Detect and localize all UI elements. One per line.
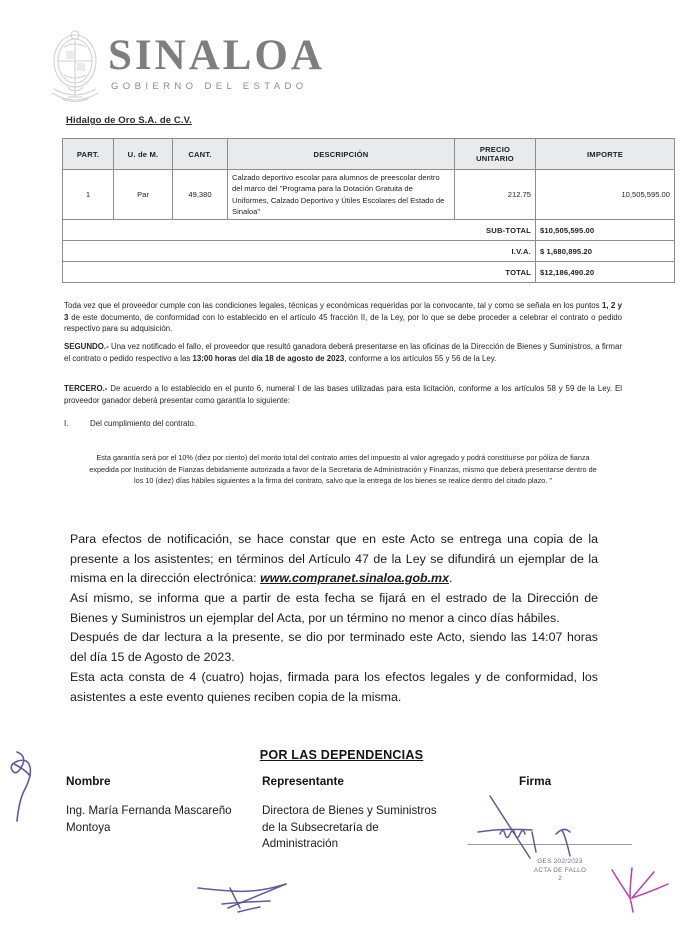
cell-precio-unitario: 212.75: [455, 170, 536, 220]
signature-column-header-firma: Firma: [519, 774, 552, 788]
paragraph-acta-hojas: Esta acta consta de 4 (cuatro) hojas, firmada para los efectos legales y de conformidad, los asistentes a este evento quienes reciben copia de la misma.: [70, 670, 598, 704]
paragraph-asimismo: Así mismo, se informa que a partir de esta fecha se fijará en el estrado de la Dirección de Bienes y Suministros un ejemplar del Acta, por un término no menor a cinco días hábiles.: [70, 591, 598, 625]
precio-line-1: PRECIO: [479, 145, 511, 154]
signature-rule-line: [468, 844, 632, 845]
roman-text: Del cumplimiento del contrato.: [90, 419, 197, 428]
column-header-cantidad: CANT.: [173, 139, 228, 170]
document-header: [0, 0, 683, 108]
paragraph-garantia: Esta garantía será por el 10% (diez por ciento) del monto total del contrato antes del impuesto al valor agregado y podrá constituirse por póliza de fianza expedida por Institución de Fianzas debidamente autorizada a favor de la Secretaria de Administración y Finanzas, mismo que deberá presentarse dentro de los 10 (diez) días hábiles siguientes a la firma del contrato, salvo que la entrega de los bienes se realice dentro del citado plazo. ": [89, 453, 597, 486]
paragraph-tercero: [64, 383, 622, 406]
column-header-importe: IMPORTE: [536, 139, 675, 170]
signature-column-header-representante: Representante: [262, 774, 344, 788]
column-header-unidad: U. de M.: [114, 139, 173, 170]
segundo-part1: Una vez notificado el fallo, el proveedor que resultó ganadora deberá presentarse en las oficinas de la Dirección de Bienes y Suministros, a firmar el contrato o pedido respectivo a las: [64, 342, 622, 363]
segundo-part2: del: [236, 353, 252, 363]
stamp-page-number: 2: [558, 875, 562, 883]
toda-vez-bold: 1, 2 y 3: [64, 301, 622, 322]
list-item-cumplimiento: [64, 418, 622, 430]
paragraph-despues: Después de dar lectura a la presente, se dio por terminado este Acto, siendo las 14:07 horas del día 15 de Agosto de 2023.: [70, 630, 598, 664]
table-row-iva: [63, 241, 675, 262]
signatory-role-line-2: de la Subsecretaría de: [262, 820, 379, 834]
value-total: $12,186,490.20: [536, 262, 675, 283]
column-header-descripcion: DESCRIPCIÓN: [228, 139, 455, 170]
label-iva: I.V.A.: [63, 241, 536, 262]
toda-vez-part2: de este documento, de conformidad con lo establecido en el artículo 45 fracción II, de la Ley, por lo que se debe proceder a celebrar el contrato o pedido respectivo para su adquisición.: [64, 312, 622, 334]
label-subtotal: SUB-TOTAL: [63, 220, 536, 241]
sinaloa-wordmark: [108, 33, 325, 92]
signatory-role-line-1: Directora de Bienes y Suministros: [262, 804, 437, 817]
supplier-name: Hidalgo de Oro S.A. de C.V.: [66, 115, 192, 126]
stamp-title: ACTA DE FALLO: [533, 866, 587, 874]
document-stamp: [512, 858, 608, 884]
column-header-part: PART.: [63, 139, 114, 170]
segundo-bold-fecha: día 18 de agosto de 2023: [251, 353, 345, 363]
segundo-part3: , conforme a los artículos 55 y 56 de la Ley.: [344, 353, 497, 363]
precio-line-2: UNITARIO: [476, 154, 514, 163]
tercero-text: De acuerdo a lo establecido en el punto 6, numeral I de las bases utilizadas para esta licitación, conforme a los artículos 58 y 59 de la Ley. El proveedor ganador deberá presentar como garantía lo siguiente:: [64, 384, 622, 405]
table-row-total: [63, 262, 675, 283]
signatory-role: [262, 803, 467, 853]
value-iva: $ 1,680,895.20: [536, 241, 675, 262]
segundo-bold-hora: 13:00 horas: [192, 353, 237, 363]
column-header-precio-unitario: [455, 139, 536, 170]
compranet-url[interactable]: www.compranet.sinaloa.gob.mx: [260, 571, 449, 586]
cell-importe: 10,505,595.00: [536, 170, 675, 220]
table-row-subtotal: [63, 220, 675, 241]
cell-descripcion: Calzado deportivo escolar para alumnos de preescolar dentro del marco del "Programa para la Dotación Gratuita de Uniformes, Calzado Deportivo y Útiles Escolares del Estado de Sinaloa": [228, 170, 455, 220]
signatures-section-title: [0, 748, 683, 762]
signatory-role-line-3: Administración: [262, 837, 339, 850]
items-table: [62, 138, 675, 283]
notificacion-part1: Para efectos de notificación, se hace constar que en este Acto se entrega una copia de la presente a los asistentes; en términos del Artículo 47 de la Ley se difundirá un ejemplar de la misma en la dirección electrónica:: [70, 532, 598, 586]
paragraph-toda-vez: [64, 300, 622, 335]
items-table-wrapper: [62, 138, 670, 283]
paragraph-notificacion: [70, 530, 598, 589]
toda-vez-part1: Toda vez que el proveedor cumple con las condiciones legales, técnicas y económicas requeridas por la convocante, tal y como se señala en los puntos: [64, 301, 602, 310]
cell-unidad: Par: [114, 170, 173, 220]
label-total: TOTAL: [63, 262, 536, 283]
ink-signature-pink: [598, 866, 682, 926]
table-row: [63, 170, 675, 220]
ink-signature-center: [182, 864, 304, 924]
table-header-row: [63, 139, 675, 170]
stamp-reference: GES 202/2023: [537, 858, 583, 865]
cell-part: 1: [63, 170, 114, 220]
cell-cantidad: 49,380: [173, 170, 228, 220]
tercero-label: TERCERO.-: [64, 384, 108, 393]
value-subtotal: $10,505,595.00: [536, 220, 675, 241]
paragraph-segundo: [64, 341, 622, 364]
wordmark-tagline: GOBIERNO DEL ESTADO: [111, 81, 308, 92]
signatory-name: Ing. María Fernanda Mascareño Montoya: [66, 804, 232, 834]
notificacion-part2: .: [448, 571, 453, 586]
sinaloa-coat-of-arms-icon: [44, 27, 106, 105]
signatures-section-title-text: POR LAS DEPENDENCIAS: [259, 748, 424, 762]
wordmark-title: SINALOA: [108, 32, 325, 79]
signature-column-header-nombre: Nombre: [66, 774, 111, 788]
roman-numeral: I.: [64, 419, 69, 428]
segundo-label: SEGUNDO.-: [64, 342, 109, 351]
